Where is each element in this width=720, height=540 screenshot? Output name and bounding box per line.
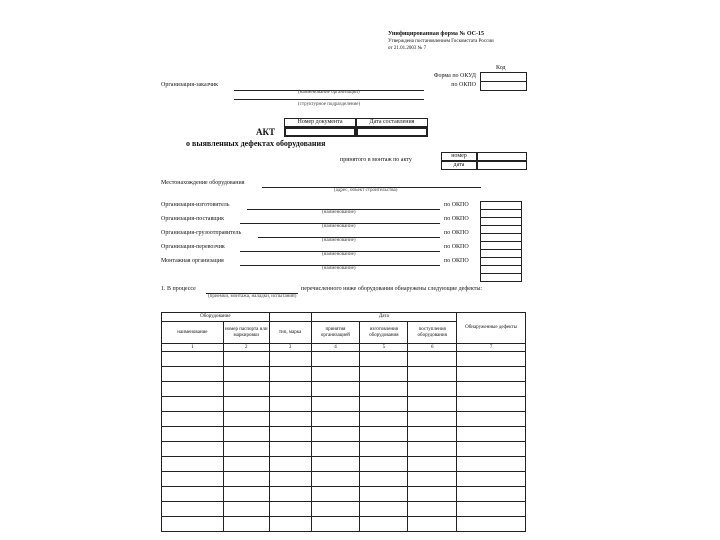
location-hint: (адрес, объект строительства) [334,188,398,193]
party-supplier-label: Организация-поставщик [161,216,225,222]
table-cell[interactable] [223,457,269,472]
table-cell[interactable] [223,397,269,412]
form-header-date: от 21.01.2003 № 7 [388,46,427,51]
party-shipper-code-label: по ОКПО [444,230,469,236]
table-row [162,502,526,517]
party-installer-code-label: по ОКПО [444,258,469,264]
table-cell[interactable] [311,427,360,442]
party-code-cell[interactable] [481,210,522,218]
party-installer-label: Монтажная организация [161,258,224,264]
table-cell[interactable] [360,427,408,442]
doc-number-header: Номер документа [284,118,356,127]
table-cell[interactable] [457,487,526,502]
table-cell[interactable] [162,502,224,517]
table-cell[interactable] [311,487,360,502]
table-cell[interactable] [311,382,360,397]
table-cell[interactable] [360,397,408,412]
table-cell[interactable] [360,472,408,487]
table-row [162,382,526,397]
table-cell[interactable] [223,367,269,382]
process-suffix: перечисленного ниже оборудования обнаружены следующие дефекты: [301,286,483,292]
table-cell[interactable] [223,442,269,457]
table-cell[interactable] [311,472,360,487]
party-code-cell[interactable] [481,250,522,258]
table-cell[interactable] [408,367,457,382]
okud-label: Форма по ОКУД [433,73,476,79]
table-cell[interactable] [162,397,224,412]
type-header: тип, марка [269,322,311,344]
receipt-header: принятия организацией [311,322,360,344]
table-row [162,352,526,367]
process-prefix: 1. В процессе [161,286,196,292]
col-num-6: 6 [408,344,457,352]
table-cell[interactable] [311,412,360,427]
table-cell[interactable] [457,517,526,532]
table-cell[interactable] [269,442,311,457]
doc-number-cell[interactable] [284,127,356,137]
party-code-cell[interactable] [481,234,522,242]
party-code-cell[interactable] [481,218,522,226]
party-shipper-label: Организация-грузоотправитель [161,230,242,236]
type-header-top [269,313,311,322]
table-row [162,487,526,502]
col-num-4: 4 [311,344,360,352]
table-cell[interactable] [269,502,311,517]
number-header: номер паспорта или маркировки [223,322,269,344]
table-cell[interactable] [162,427,224,442]
table-cell[interactable] [360,517,408,532]
doc-date-cell[interactable] [356,127,428,137]
table-cell[interactable] [162,382,224,397]
doc-date-header: Дата составления [356,118,428,127]
table-cell[interactable] [408,472,457,487]
organization-hint: (наименование организации) [298,90,360,95]
table-cell[interactable] [223,382,269,397]
table-cell[interactable] [162,472,224,487]
date-group-header: Дата [311,313,457,322]
party-code-cell[interactable] [481,266,522,274]
okpo-label: по ОКПО [451,82,476,88]
codes-label: Код [496,65,506,71]
col-num-2: 2 [223,344,269,352]
column-numbers-row [162,344,526,352]
table-cell[interactable] [223,472,269,487]
table-row [162,397,526,412]
table-cell[interactable] [269,457,311,472]
table-cell[interactable] [408,352,457,367]
col-num-7: 7 [457,344,526,352]
table-cell[interactable] [162,352,224,367]
table-cell[interactable] [360,382,408,397]
name-header: наименование [162,322,224,344]
table-cell[interactable] [457,442,526,457]
table-row [162,412,526,427]
okpo-code-cell[interactable] [481,82,527,91]
table-cell[interactable] [408,487,457,502]
table-cell[interactable] [457,502,526,517]
table-cell[interactable] [360,352,408,367]
defects-table [161,312,526,532]
table-cell[interactable] [408,382,457,397]
table-cell[interactable] [360,487,408,502]
table-cell[interactable] [311,442,360,457]
form-header-title: Унифицированная форма № ОС-15 [388,31,484,37]
col-num-1: 1 [162,344,224,352]
party-shipper-hint: (наименование) [322,238,356,243]
table-cell[interactable] [408,502,457,517]
party-code-cell[interactable] [481,258,522,266]
table-cell[interactable] [269,412,311,427]
party-manufacturer-code-label: по ОКПО [444,202,469,208]
accepted-date-cell[interactable] [477,161,527,170]
table-cell[interactable] [457,472,526,487]
party-code-cell[interactable] [481,202,522,210]
accepted-date-label: дата [441,161,477,170]
table-cell[interactable] [162,367,224,382]
table-cell[interactable] [457,427,526,442]
table-cell[interactable] [408,412,457,427]
department-hint: (структурное подразделение) [298,102,361,107]
table-cell[interactable] [162,457,224,472]
table-row [162,427,526,442]
act-subtitle: о выявленных дефектах оборудования [186,139,326,148]
equipment-group-header: Оборудование [162,313,270,322]
table-cell[interactable] [162,442,224,457]
organization-label: Организация-заказчик [161,82,219,88]
table-cell[interactable] [408,397,457,412]
table-cell[interactable] [311,457,360,472]
table-cell[interactable] [223,427,269,442]
party-code-cell[interactable] [481,274,522,282]
table-cell[interactable] [269,367,311,382]
accepted-label: принятого в монтаж по акту [340,157,412,163]
table-row [162,457,526,472]
accepted-number-cell[interactable] [477,152,527,161]
table-cell[interactable] [360,367,408,382]
table-cell[interactable] [162,517,224,532]
okud-code-cell[interactable] [481,73,527,82]
table-cell[interactable] [408,442,457,457]
table-cell[interactable] [408,457,457,472]
table-cell[interactable] [162,487,224,502]
process-hint: (приемки, монтажа, наладки, испытаний) [208,294,297,299]
table-cell[interactable] [311,397,360,412]
table-row [162,367,526,382]
party-supplier-hint: (наименование) [322,224,356,229]
table-cell[interactable] [457,352,526,367]
party-code-cell[interactable] [481,226,522,234]
installation-header: изготовления оборудования [360,322,408,344]
table-cell[interactable] [311,517,360,532]
table-cell[interactable] [223,502,269,517]
table-cell[interactable] [269,487,311,502]
table-cell[interactable] [408,517,457,532]
table-cell[interactable] [269,472,311,487]
table-cell[interactable] [269,397,311,412]
party-code-cell[interactable] [481,242,522,250]
location-label: Местонахождение оборудования [161,180,245,186]
table-cell[interactable] [269,427,311,442]
table-cell[interactable] [311,367,360,382]
table-cell[interactable] [408,427,457,442]
accepted-number-label: номер [441,152,477,161]
table-cell[interactable] [457,397,526,412]
party-manufacturer-hint: (наименование) [322,210,356,215]
table-cell[interactable] [360,502,408,517]
table-cell[interactable] [223,487,269,502]
col-num-5: 5 [360,344,408,352]
codes-box [480,72,527,91]
table-cell[interactable] [269,382,311,397]
table-cell[interactable] [269,517,311,532]
table-cell[interactable] [360,442,408,457]
table-cell[interactable] [457,412,526,427]
table-cell[interactable] [223,517,269,532]
table-cell[interactable] [269,352,311,367]
party-manufacturer-label: Организация-изготовитель [161,202,230,208]
department-input[interactable] [234,99,424,100]
table-cell[interactable] [457,382,526,397]
act-title: АКТ [256,127,276,137]
table-row [162,442,526,457]
table-cell[interactable] [223,352,269,367]
defects-header: Обнаруженные дефекты [457,313,526,344]
party-supplier-code-label: по ОКПО [444,216,469,222]
table-cell[interactable] [360,457,408,472]
table-cell[interactable] [311,502,360,517]
col-num-3: 3 [269,344,311,352]
party-installer-hint: (наименование) [322,266,356,271]
form-header-approval: Утверждена постановлением Госкомстата России [388,39,494,44]
party-codes-box [480,201,522,282]
table-row [162,472,526,487]
delivery-header: поступления оборудования [408,322,457,344]
table-cell[interactable] [457,367,526,382]
table-cell[interactable] [223,412,269,427]
table-cell[interactable] [311,352,360,367]
party-carrier-hint: (наименование) [322,252,356,257]
party-carrier-code-label: по ОКПО [444,244,469,250]
table-cell[interactable] [360,412,408,427]
table-row [162,517,526,532]
party-carrier-label: Организация-перевозчик [161,244,225,250]
table-cell[interactable] [457,457,526,472]
table-cell[interactable] [162,412,224,427]
